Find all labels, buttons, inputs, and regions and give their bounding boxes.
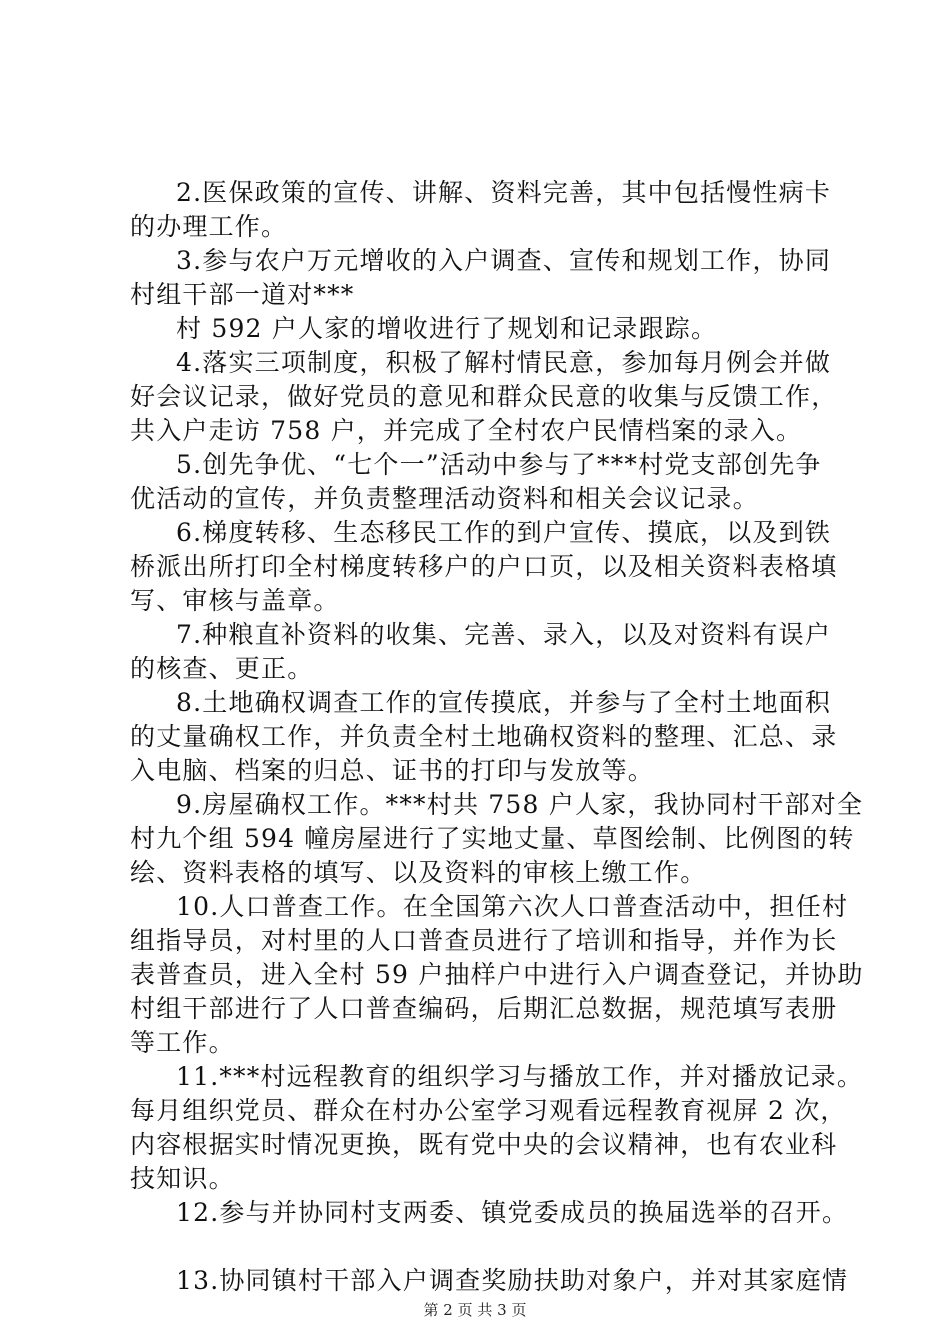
text-line: 入电脑、档案的归总、证书的打印与发放等。 [130,756,655,785]
text-line: 11.***村远程教育的组织学习与播放工作，并对播放记录。 [176,1062,864,1091]
text-line: 5.创先争优、“七个一”活动中参与了***村党支部创先争 [176,450,822,479]
text-line: 10.人口普查工作。在全国第六次人口普查活动中，担任村 [176,892,849,921]
text-line: 写、审核与盖章。 [130,586,340,615]
text-line: 4.落实三项制度，积极了解村情民意，参加每月例会并做 [176,348,832,377]
text-line: 桥派出所打印全村梯度转移户的户口页，以及相关资料表格填 [130,552,838,581]
text-line: 8.土地确权调查工作的宣传摸底，并参与了全村土地面积 [176,688,832,717]
text-line: 的核查、更正。 [130,654,314,683]
text-line: 每月组织党员、群众在村办公室学习观看远程教育视屏 2 次， [130,1096,847,1125]
text-line: 9.房屋确权工作。***村共 758 户人家，我协同村干部对全 [176,790,864,819]
text-line: 村组干部进行了人口普查编码，后期汇总数据，规范填写表册 [130,994,838,1023]
text-line: 村 592 户人家的增收进行了规划和记录跟踪。 [176,314,718,343]
text-line: 绘、资料表格的填写、以及资料的审核上缴工作。 [130,858,707,887]
text-line: 技知识。 [130,1164,235,1193]
text-line: 12.参与并协同村支两委、镇党委成员的换届选举的召开。 [176,1198,849,1227]
text-line: 7.种粮直补资料的收集、完善、录入，以及对资料有误户 [176,620,832,649]
text-line: 2.医保政策的宣传、讲解、资料完善，其中包括慢性病卡 [176,178,832,207]
text-line: 3.参与农户万元增收的入户调查、宣传和规划工作，协同 [176,246,832,275]
text-line: 村九个组 594 幢房屋进行了实地丈量、草图绘制、比例图的转 [130,824,855,853]
text-line: 表普查员，进入全村 59 户抽样户中进行入户调查登记，并协助 [130,960,864,989]
text-line: 13.协同镇村干部入户调查奖励扶助对象户，并对其家庭情 [176,1266,849,1295]
text-line: 6.梯度转移、生态移民工作的到户宣传、摸底，以及到铁 [176,518,832,547]
text-line: 共入户走访 758 户，并完成了全村农户民情档案的录入。 [130,416,803,445]
text-line: 组指导员，对村里的人口普查员进行了培训和指导，并作为长 [130,926,838,955]
text-line: 等工作。 [130,1028,235,1057]
page-footer: 第 2 页 共 3 页 [423,1301,527,1319]
text-line: 好会议记录，做好党员的意见和群众民意的收集与反馈工作， [130,382,838,411]
text-line: 内容根据实时情况更换，既有党中央的会议精神，也有农业科 [130,1130,838,1159]
text-line: 村组干部一道对*** [130,280,355,309]
text-line: 优活动的宣传，并负责整理活动资料和相关会议记录。 [130,484,759,513]
text-line: 的办理工作。 [130,212,288,241]
text-line: 的丈量确权工作，并负责全村土地确权资料的整理、汇总、录 [130,722,838,751]
